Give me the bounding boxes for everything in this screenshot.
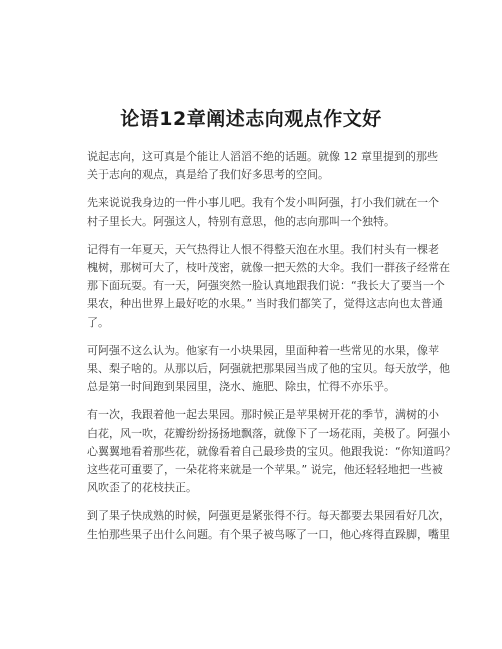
text-line: 这些花可重要了，一朵花将来就是一个苹果。” 说完，他还轻轻地把一些被 [87,463,443,477]
paragraph [87,241,450,332]
paragraph [87,507,450,543]
text-line: 果农，种出世界上最好吃的水果。” 当时我们都笑了，觉得这志向也太普通 [87,297,443,311]
text-line: 说起志向，这可真是个能让人滔滔不绝的话题。就像 12 章里提到的那些 [87,150,438,163]
text-line: 关于志向的观点，真是给了我们好多思考的空间。 [87,168,329,182]
text-line: 先来说说我身边的一件小事儿吧。我有个发小叫阿强，打小我们就在一个 [87,196,439,210]
text-line: 有一次，我跟着他一起去果园。那时候正是苹果树开花的季节，满树的小 [87,408,439,422]
paragraph [87,148,438,184]
text-line: 记得有一年夏天，天气热得让人恨不得整天泡在水里。我们村头有一棵老 [87,242,439,256]
text-line: 到了果子快成熟的时候，阿强更是紧张得不行。每天都要去果园看好几次， [87,509,450,523]
text-line: 果、梨子啥的。从那以后，阿强就把那果园当成了他的宝贝。每天放学，他 [87,362,450,376]
text-line: 生怕那些果子出什么问题。有个果子被鸟啄了一口，他心疼得直跺脚，嘴里 [87,527,450,541]
paragraph [87,342,450,397]
paragraph [87,406,456,497]
document-body [87,148,456,554]
document-title: 论语12章阐述志向观点作文好 [120,108,382,130]
text-line: 了。 [87,315,109,329]
text-line: 那下面玩耍。有一天，阿强突然一脸认真地跟我们说：“我长大了要当一个 [87,279,445,293]
text-line: 总是第一时间跑到果园里，浇水、施肥、除虫，忙得不亦乐乎。 [87,380,395,394]
text-line: 风吹歪了的花枝扶正。 [87,481,197,495]
text-line: 槐树，那树可大了，枝叶茂密，就像一把天然的大伞。我们一群孩子经常在 [87,261,450,275]
text-line: 村子里长大。阿强这人，特别有意思，他的志向那叫一个独特。 [87,214,395,228]
text-line: 白花，风一吹，花瓣纷纷扬扬地飘落，就像下了一场花雨，美极了。阿强小 [87,426,450,440]
text-line: 心翼翼地看着那些花，就像看着自己最珍贵的宝贝。他跟我说：“你知道吗？ [87,444,456,458]
text-line: 可阿强不这么认为。他家有一小块果园，里面种着一些常见的水果，像苹 [87,343,439,357]
paragraph [87,194,439,230]
